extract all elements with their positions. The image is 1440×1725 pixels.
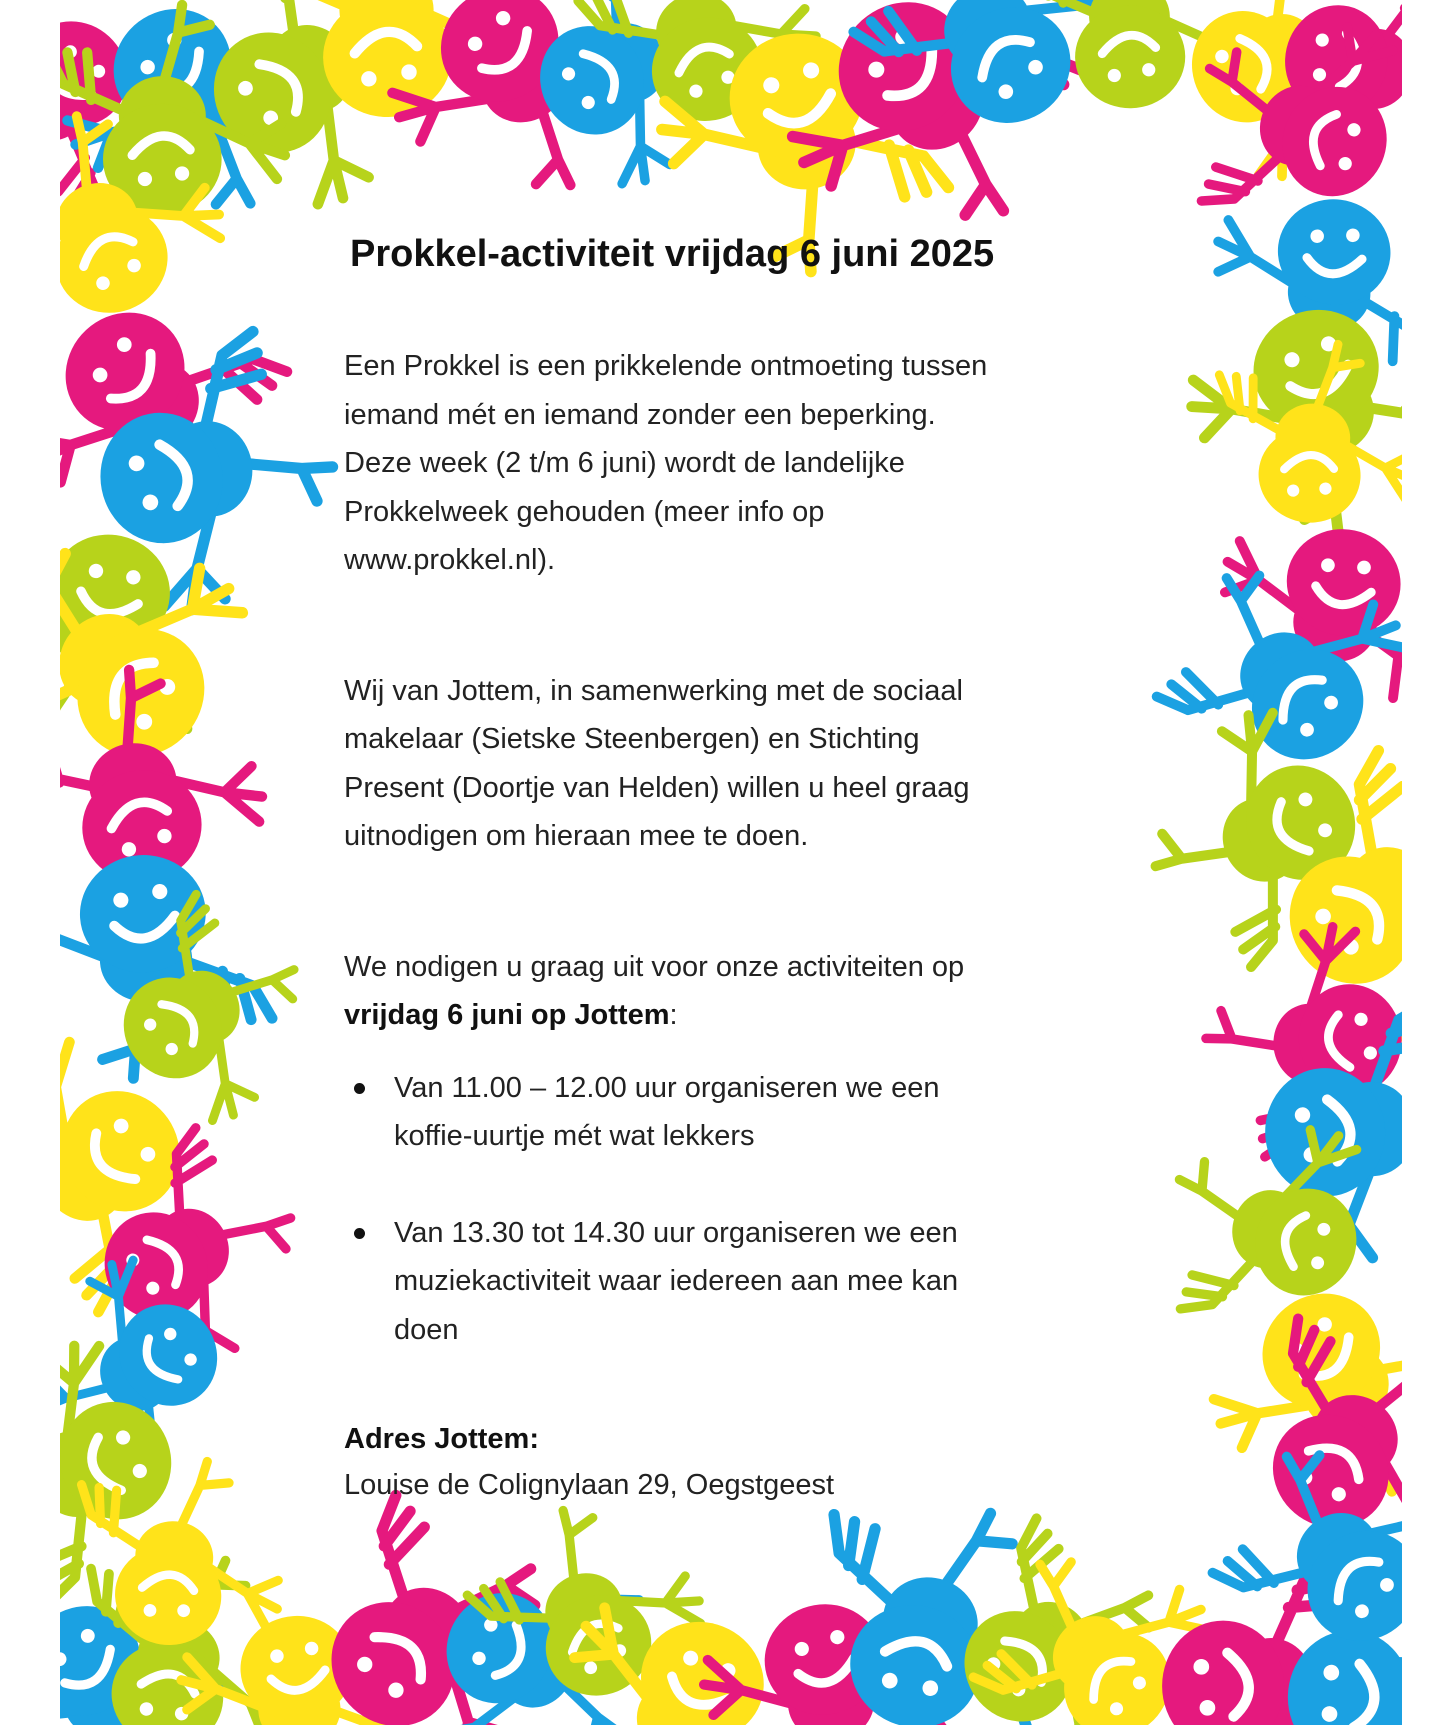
intro-line: iemand mét en iemand zonder een beperking. <box>344 398 936 431</box>
activities-intro <box>344 943 1104 1040</box>
address-value: Louise de Colignylaan 29, Oegstgeest <box>344 1469 835 1501</box>
page-title: Prokkel-activiteit vrijdag 6 juni 2025 <box>350 233 995 275</box>
activities-intro-line: We nodigen u graag uit voor onze activiteiten op <box>344 950 965 983</box>
intro-line: Prokkelweek gehouden (meer info op <box>344 495 825 528</box>
activities-list <box>344 1064 1104 1355</box>
activity-line: muziekactiviteit waar iedereen aan mee kan <box>394 1265 959 1297</box>
list-item <box>344 1209 1104 1355</box>
activity-line: doen <box>394 1313 459 1346</box>
bullet-icon <box>354 1083 365 1094</box>
invitation-line: Present (Doortje van Helden) willen u heel graag <box>344 771 970 804</box>
invitation-paragraph <box>344 667 1104 861</box>
activity-line: koffie-uurtje mét wat lekkers <box>394 1120 755 1152</box>
address-label: Adres Jottem: <box>344 1423 539 1455</box>
intro-line: www.prokkel.nl). <box>344 544 556 576</box>
invitation-line: Wij van Jottem, in samenwerking met de sociaal <box>344 674 963 707</box>
activities-date: vrijdag 6 juni op Jottem <box>344 999 670 1031</box>
activities-date-suffix: : <box>669 999 678 1031</box>
activities-date-line <box>344 991 1104 1040</box>
activity-line: Van 11.00 – 12.00 uur organiseren we een <box>394 1071 940 1104</box>
activity-line: Van 13.30 tot 14.30 uur organiseren we een <box>394 1216 958 1249</box>
bullet-icon <box>354 1228 365 1239</box>
invitation-line: makelaar (Sietske Steenbergen) en Stichting <box>344 723 920 755</box>
intro-paragraph <box>344 342 1104 585</box>
intro-line: Een Prokkel is een prikkelende ontmoeting tussen <box>344 350 988 382</box>
flyer-content <box>344 228 1104 1508</box>
intro-line: Deze week (2 t/m 6 juni) wordt de landelijke <box>344 447 905 479</box>
list-item <box>344 1064 1104 1161</box>
invitation-line: uitnodigen om hieraan mee te doen. <box>344 820 809 852</box>
